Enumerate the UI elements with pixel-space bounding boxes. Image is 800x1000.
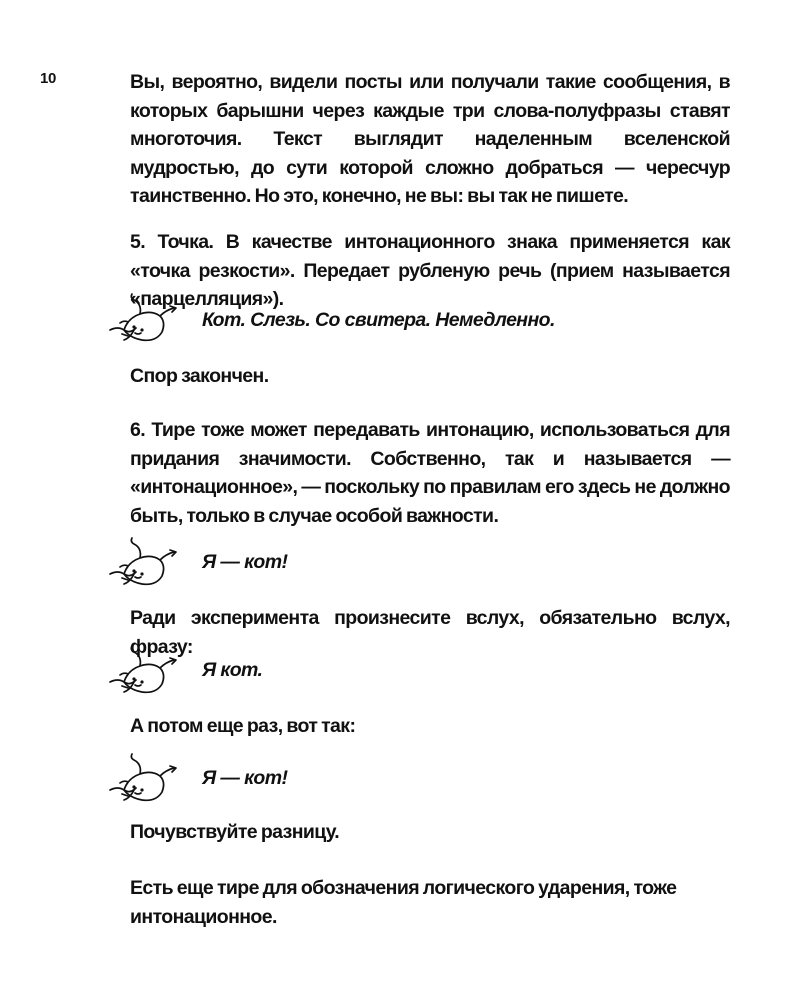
example-quote: Я — кот! — [202, 551, 288, 573]
paragraph-text: Ради эксперимента произнесите вслух, обязательно вслух, фразу: — [130, 607, 730, 658]
item-number: 6. — [130, 419, 146, 441]
paragraph-text: Есть еще тире для обозначения логического ударения, тоже интонационное. — [130, 877, 677, 928]
term-period: Точка. — [157, 231, 214, 253]
paragraph-period — [130, 228, 730, 314]
paragraph-multipoint-intro — [130, 68, 730, 211]
example-quote: Я — кот! — [202, 767, 288, 789]
paragraph-again — [130, 712, 730, 741]
paragraph-dash — [130, 416, 730, 530]
paragraph-experiment — [130, 604, 730, 661]
page-number: 10 — [40, 70, 57, 87]
paragraph-logical-stress — [130, 874, 730, 931]
term-dash: Тире — [151, 419, 195, 441]
example-quote: Я кот. — [202, 659, 263, 681]
cat-illustration-icon — [104, 290, 184, 350]
paragraph-text: В качестве интонационного знака применяется как «точка резкости». Передает рубленую речь (прием называется «парцелляция»). — [130, 231, 730, 310]
item-number: 5. — [130, 231, 146, 253]
cat-illustration-icon — [104, 750, 184, 810]
paragraph-text: Почувствуйте разницу. — [130, 821, 340, 843]
cat-illustration-icon — [104, 642, 184, 702]
paragraph-text: тоже может передавать интонацию, использоваться для придания значимости. Собственно, так и называется — «интонационное», — поскольку по правилам его здесь не должно быть, только в случае особой важности. — [130, 419, 730, 527]
example-quote: Кот. Слезь. Со свитера. Немедленно. — [202, 309, 555, 331]
cat-illustration-icon — [104, 534, 184, 594]
paragraph-dispute-over — [130, 362, 730, 391]
paragraph-feel-difference — [130, 818, 730, 847]
paragraph-text: Вы, вероятно, видели посты или получали такие сообщения, в которых барышни через каждые три слова-полуфразы ставят многоточия. Текст выглядит наделенным вселенской мудростью, до сути которой сложно добраться — чересчур таинственно. Но это, конечно, не вы: вы так не пишете. — [130, 71, 730, 207]
paragraph-text: А потом еще раз, вот так: — [130, 715, 356, 737]
paragraph-text: Спор закончен. — [130, 365, 269, 387]
